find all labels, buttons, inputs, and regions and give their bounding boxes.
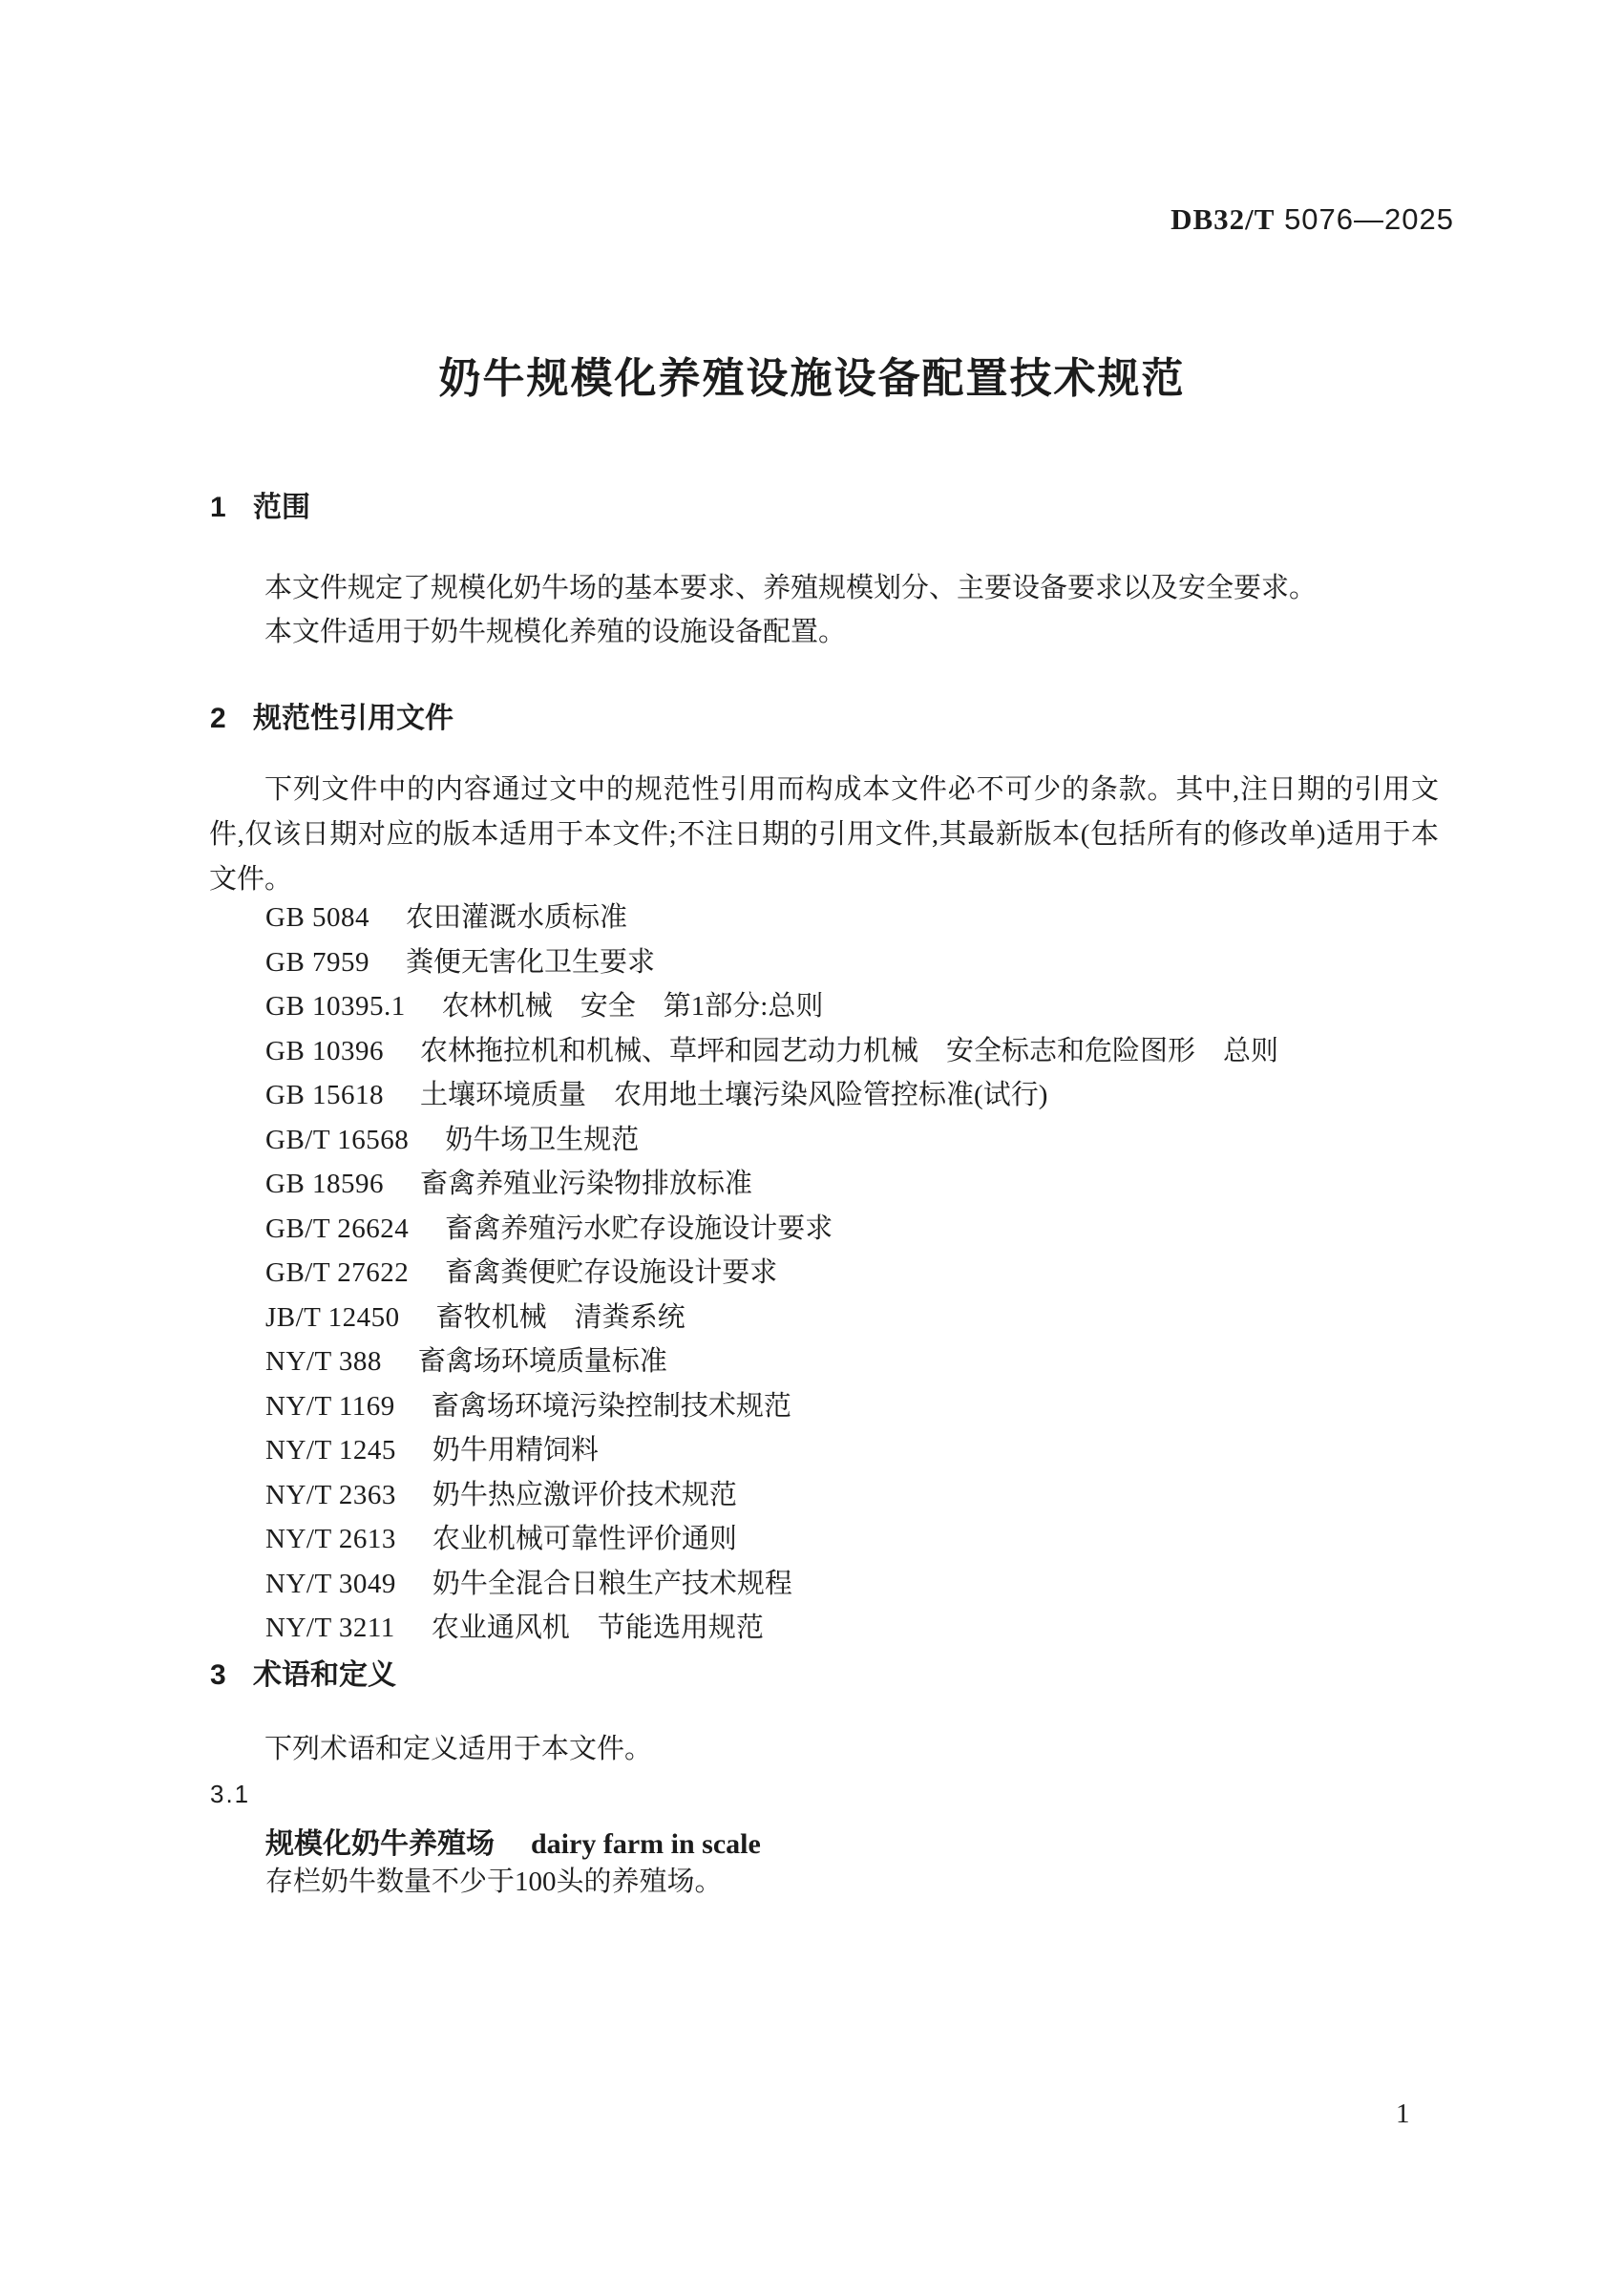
reference-item xyxy=(265,1207,1278,1252)
term-chinese: 规模化奶牛养殖场 xyxy=(265,1828,495,1860)
standard-number xyxy=(1171,202,1454,237)
reference-title: 农业机械可靠性评价通则 xyxy=(432,1524,737,1554)
reference-title: 农业通风机 节能选用规范 xyxy=(431,1613,764,1643)
section-2-number: 2 xyxy=(210,703,226,734)
reference-title: 畜禽粪便贮存设施设计要求 xyxy=(445,1257,778,1288)
reference-code: GB/T 26624 xyxy=(265,1213,410,1244)
reference-title: 畜牧机械 清粪系统 xyxy=(435,1301,685,1333)
section-2-heading xyxy=(210,694,453,736)
reference-title: 奶牛场卫生规范 xyxy=(445,1124,640,1155)
reference-item xyxy=(265,984,1278,1029)
standard-number-prefix: DB32/T xyxy=(1171,202,1276,236)
reference-item xyxy=(265,1029,1278,1074)
clause-3-1-number: 3.1 xyxy=(210,1780,251,1808)
reference-code: NY/T 388 xyxy=(265,1346,382,1377)
reference-code: GB 7959 xyxy=(265,946,370,978)
reference-item xyxy=(265,1562,1278,1607)
reference-code: NY/T 2363 xyxy=(265,1479,396,1510)
scope-paragraph-1: 本文件规定了规模化奶牛场的基本要求、养殖规模划分、主要设备要求以及安全要求。 xyxy=(264,573,1318,603)
reference-title: 畜禽养殖污水贮存设施设计要求 xyxy=(445,1213,833,1244)
reference-title: 农田灌溉水质标准 xyxy=(406,902,628,933)
reference-item xyxy=(265,1606,1278,1651)
section-1-heading xyxy=(210,483,310,525)
reference-code: NY/T 1245 xyxy=(265,1435,396,1466)
reference-item xyxy=(265,1473,1278,1518)
section-1-heading-label: 范围 xyxy=(253,492,310,523)
standard-number-rest: 5076—2025 xyxy=(1275,202,1454,236)
reference-item xyxy=(265,896,1278,940)
reference-title: 奶牛用精饲料 xyxy=(432,1435,599,1466)
page-number: 1 xyxy=(1396,2099,1410,2129)
reference-code: GB 18596 xyxy=(265,1169,385,1199)
terms-intro-paragraph: 下列术语和定义适用于本文件。 xyxy=(264,1734,653,1764)
term-english: dairy farm in scale xyxy=(531,1828,761,1860)
reference-code: GB 15618 xyxy=(265,1080,385,1110)
reference-code: GB 10396 xyxy=(265,1035,385,1066)
reference-title: 奶牛热应激评价技术规范 xyxy=(432,1479,737,1510)
reference-title: 农林拖拉机和机械、草坪和园艺动力机械 安全标志和危险图形 总则 xyxy=(420,1035,1279,1066)
section-3-number: 3 xyxy=(210,1659,226,1691)
reference-item xyxy=(265,1251,1278,1296)
reference-title: 畜禽场环境污染控制技术规范 xyxy=(431,1390,791,1422)
reference-code: NY/T 1169 xyxy=(265,1390,395,1422)
reference-code: NY/T 3211 xyxy=(265,1613,395,1643)
term-entry xyxy=(265,1820,761,1862)
scope-paragraph-2: 本文件适用于奶牛规模化养殖的设施设备配置。 xyxy=(264,617,847,647)
section-3-heading xyxy=(210,1651,396,1693)
section-2-heading-label: 规范性引用文件 xyxy=(253,703,453,734)
document-title: 奶牛规模化养殖设施设备配置技术规范 xyxy=(438,355,1186,402)
reference-code: NY/T 3049 xyxy=(265,1568,396,1599)
reference-item xyxy=(265,1384,1278,1429)
reference-code: JB/T 12450 xyxy=(265,1301,400,1333)
reference-code: GB/T 16568 xyxy=(265,1124,410,1155)
reference-code: NY/T 2613 xyxy=(265,1524,396,1554)
term-definition: 存栏奶牛数量不少于100头的养殖场。 xyxy=(265,1867,723,1897)
section-3-heading-label: 术语和定义 xyxy=(253,1659,396,1691)
reference-item xyxy=(265,1428,1278,1473)
reference-item xyxy=(265,1296,1278,1340)
reference-item xyxy=(265,1517,1278,1562)
reference-code: GB 10395.1 xyxy=(265,991,406,1022)
reference-code: GB 5084 xyxy=(265,902,370,933)
reference-item xyxy=(265,1073,1278,1118)
reference-title: 农林机械 安全 第1部分:总则 xyxy=(441,991,824,1022)
reference-item xyxy=(265,1162,1278,1207)
normative-references-list xyxy=(265,896,1278,1651)
reference-title: 奶牛全混合日粮生产技术规程 xyxy=(432,1568,792,1599)
reference-item xyxy=(265,1118,1278,1163)
references-intro-paragraph: 下列文件中的内容通过文中的规范性引用而构成本文件必不可少的条款。其中,注日期的引用文件,仅该日期对应的版本适用于本文件;不注日期的引用文件,其最新版本(包括所有的修改单)适用于本文件。 xyxy=(209,774,1439,895)
reference-title: 土壤环境质量 农用地土壤污染风险管控标准(试行) xyxy=(420,1080,1048,1110)
reference-title: 畜禽场环境质量标准 xyxy=(417,1346,667,1377)
reference-item xyxy=(265,1339,1278,1384)
reference-title: 粪便无害化卫生要求 xyxy=(406,946,656,978)
reference-title: 畜禽养殖业污染物排放标准 xyxy=(420,1169,753,1199)
reference-code: GB/T 27622 xyxy=(265,1257,410,1288)
section-1-number: 1 xyxy=(210,492,226,523)
reference-item xyxy=(265,940,1278,985)
